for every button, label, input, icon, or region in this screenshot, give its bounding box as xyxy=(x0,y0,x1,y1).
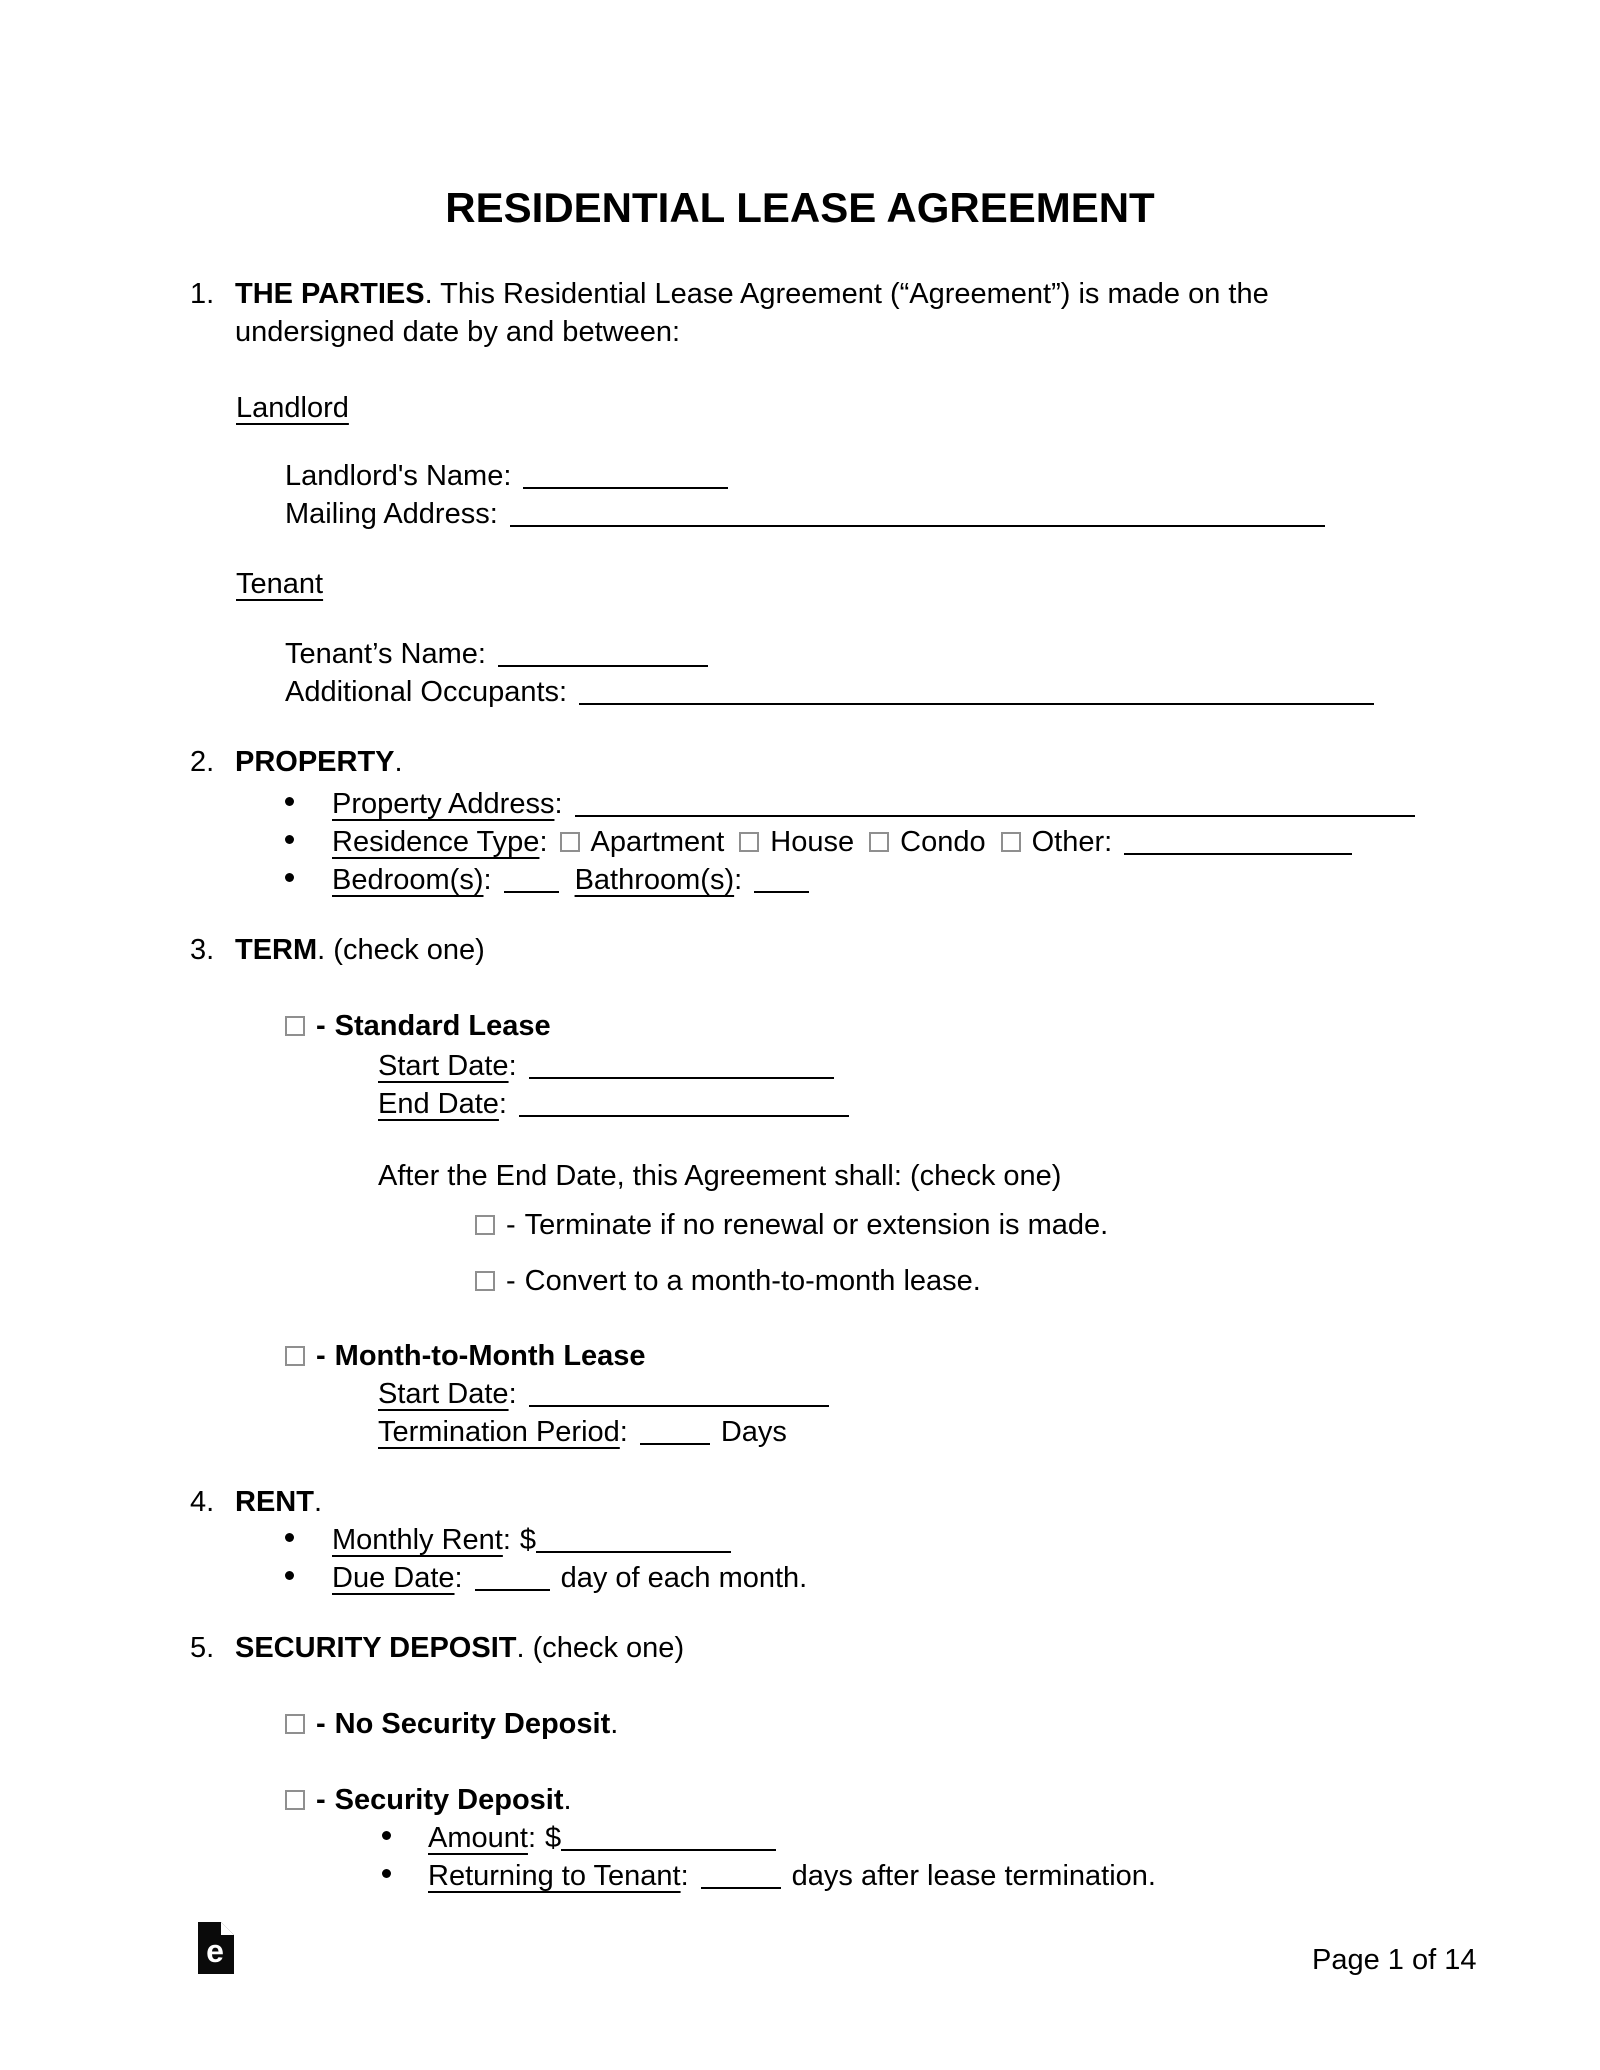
standard-lease-row: - Standard Lease xyxy=(285,1007,551,1045)
bullet-icon xyxy=(285,797,294,806)
deposit-amount-blank[interactable] xyxy=(561,1825,776,1851)
returning-to-tenant-row: Returning to Tenant: days after lease termination. xyxy=(382,1857,1156,1895)
additional-occupants-row xyxy=(285,673,1374,711)
section-1-intro-line2: undersigned date by and between: xyxy=(235,316,681,348)
start-date-label: Start Date xyxy=(378,1378,509,1410)
convert-checkbox[interactable] xyxy=(475,1271,495,1291)
landlord-name-row xyxy=(285,457,728,495)
dollar-sign: $ xyxy=(545,1822,562,1854)
after-end-date-text: After the End Date, this Agreement shall: (check one) xyxy=(378,1160,1062,1192)
section-4-number: 4. xyxy=(190,1486,215,1518)
month-to-month-row: - Month-to-Month Lease xyxy=(285,1337,646,1375)
no-security-deposit-row: - No Security Deposit. xyxy=(285,1705,618,1743)
section-2-number: 2. xyxy=(190,746,215,778)
due-date-blank[interactable] xyxy=(475,1565,550,1591)
terminate-option-row: - Terminate if no renewal or extension is made. xyxy=(475,1206,1108,1244)
bedrooms-blank[interactable] xyxy=(504,867,559,893)
terminate-checkbox[interactable] xyxy=(475,1215,495,1235)
month-to-month-label: Month-to-Month Lease xyxy=(334,1340,646,1372)
due-date-row: Due Date: day of each month. xyxy=(285,1559,807,1597)
standard-start-date-blank[interactable] xyxy=(529,1053,834,1079)
residence-type-row: Residence Type: Apartment House Condo Other: xyxy=(285,823,1352,861)
bullet-icon xyxy=(285,873,294,882)
mailing-address-blank[interactable] xyxy=(510,501,1325,527)
termination-period-blank[interactable] xyxy=(640,1419,710,1445)
property-address-row: Property Address: xyxy=(285,785,1415,823)
convert-option-row: - Convert to a month-to-month lease. xyxy=(475,1262,981,1300)
section-5-heading: SECURITY DEPOSIT xyxy=(235,1632,517,1664)
no-security-deposit-checkbox[interactable] xyxy=(285,1714,305,1734)
security-deposit-label: Security Deposit xyxy=(334,1784,564,1816)
section-1-number: 1. xyxy=(190,278,215,310)
monthly-rent-label: Monthly Rent xyxy=(332,1524,503,1556)
returning-suffix: days after lease termination. xyxy=(791,1860,1156,1892)
mailing-address-label: Mailing Address: xyxy=(285,498,498,530)
bullet-icon xyxy=(285,835,294,844)
returning-days-blank[interactable] xyxy=(701,1863,781,1889)
bullet-icon xyxy=(285,1533,294,1542)
security-deposit-checkbox[interactable] xyxy=(285,1790,305,1810)
additional-occupants-blank[interactable] xyxy=(579,679,1374,705)
section-2-heading-line: PROPERTY. xyxy=(235,746,403,778)
end-date-label: End Date xyxy=(378,1088,499,1120)
bullet-icon xyxy=(382,1831,391,1840)
condo-option-label: Condo xyxy=(900,826,986,858)
logo-letter: e xyxy=(206,1933,224,1969)
other-type-blank[interactable] xyxy=(1124,829,1352,855)
bedrooms-bathrooms-row: Bedroom(s): Bathroom(s): xyxy=(285,861,809,899)
monthly-rent-row: Monthly Rent: $ xyxy=(285,1521,731,1559)
deposit-amount-row: Amount: $ xyxy=(382,1819,776,1857)
section-3-heading: TERM xyxy=(235,934,318,966)
section-1-intro: . This Residential Lease Agreement (“Agreement”) is made on the xyxy=(424,278,1269,310)
bullet-icon xyxy=(285,1571,294,1580)
section-3-heading-line: TERM. (check one) xyxy=(235,934,485,966)
termination-period-row: Termination Period: Days xyxy=(378,1416,787,1448)
month-to-month-checkbox[interactable] xyxy=(285,1346,305,1366)
returning-label: Returning to Tenant xyxy=(428,1860,681,1892)
section-3-number: 3. xyxy=(190,934,215,966)
standard-lease-checkbox[interactable] xyxy=(285,1016,305,1036)
landlord-heading: Landlord xyxy=(236,392,349,424)
standard-end-date-blank[interactable] xyxy=(519,1091,849,1117)
section-1-heading: THE PARTIES xyxy=(235,278,425,310)
security-deposit-row: - Security Deposit. xyxy=(285,1781,572,1819)
apartment-option-label: Apartment xyxy=(590,826,725,858)
no-security-deposit-label: No Security Deposit xyxy=(334,1708,611,1740)
apartment-checkbox[interactable] xyxy=(560,832,580,852)
section-5-heading-line: SECURITY DEPOSIT. (check one) xyxy=(235,1632,685,1664)
section-4-heading: RENT xyxy=(235,1486,314,1518)
tenant-name-blank[interactable] xyxy=(498,641,708,667)
other-option-label: Other: xyxy=(1031,826,1113,858)
standard-lease-label: Standard Lease xyxy=(334,1010,551,1042)
bullet-icon xyxy=(382,1869,391,1878)
additional-occupants-label: Additional Occupants: xyxy=(285,676,568,708)
standard-end-date-row: End Date: xyxy=(378,1085,849,1123)
tenant-name-row xyxy=(285,635,708,673)
property-address-blank[interactable] xyxy=(575,791,1415,817)
mailing-address-row xyxy=(285,495,1325,533)
section-1-heading-line xyxy=(235,275,1269,313)
due-date-label: Due Date xyxy=(332,1562,455,1594)
standard-start-date-row: Start Date: xyxy=(378,1047,834,1085)
m2m-start-date-row: Start Date: xyxy=(378,1375,829,1413)
dollar-sign: $ xyxy=(519,1524,537,1556)
residence-type-label: Residence Type xyxy=(332,826,540,858)
house-option-label: House xyxy=(770,826,855,858)
other-checkbox[interactable] xyxy=(1001,832,1021,852)
page-number: Page 1 of 14 xyxy=(1312,1944,1477,1976)
house-checkbox[interactable] xyxy=(739,832,759,852)
start-date-label: Start Date xyxy=(378,1050,509,1082)
amount-label: Amount xyxy=(428,1822,528,1854)
convert-label: Convert to a month-to-month lease. xyxy=(524,1265,981,1297)
tenant-name-label: Tenant’s Name: xyxy=(285,638,486,670)
property-address-label: Property Address xyxy=(332,788,555,820)
eforms-logo-icon xyxy=(198,1922,234,1984)
m2m-start-date-blank[interactable] xyxy=(529,1381,829,1407)
landlord-name-blank[interactable] xyxy=(523,463,728,489)
bathrooms-label: Bathroom(s) xyxy=(574,864,735,896)
section-4-heading-line: RENT. xyxy=(235,1486,323,1518)
document-title: RESIDENTIAL LEASE AGREEMENT xyxy=(445,184,1155,231)
days-suffix: Days xyxy=(720,1416,787,1448)
due-date-suffix: day of each month. xyxy=(560,1562,808,1594)
tenant-heading: Tenant xyxy=(236,568,324,600)
bedrooms-label: Bedroom(s) xyxy=(332,864,484,896)
section-2-heading: PROPERTY xyxy=(235,746,395,778)
condo-checkbox[interactable] xyxy=(869,832,889,852)
section-5-number: 5. xyxy=(190,1632,215,1664)
monthly-rent-blank[interactable] xyxy=(536,1527,731,1553)
bathrooms-blank[interactable] xyxy=(754,867,809,893)
landlord-name-label: Landlord's Name: xyxy=(285,460,512,492)
terminate-label: Terminate if no renewal or extension is made. xyxy=(524,1209,1109,1241)
termination-period-label: Termination Period xyxy=(378,1416,620,1448)
